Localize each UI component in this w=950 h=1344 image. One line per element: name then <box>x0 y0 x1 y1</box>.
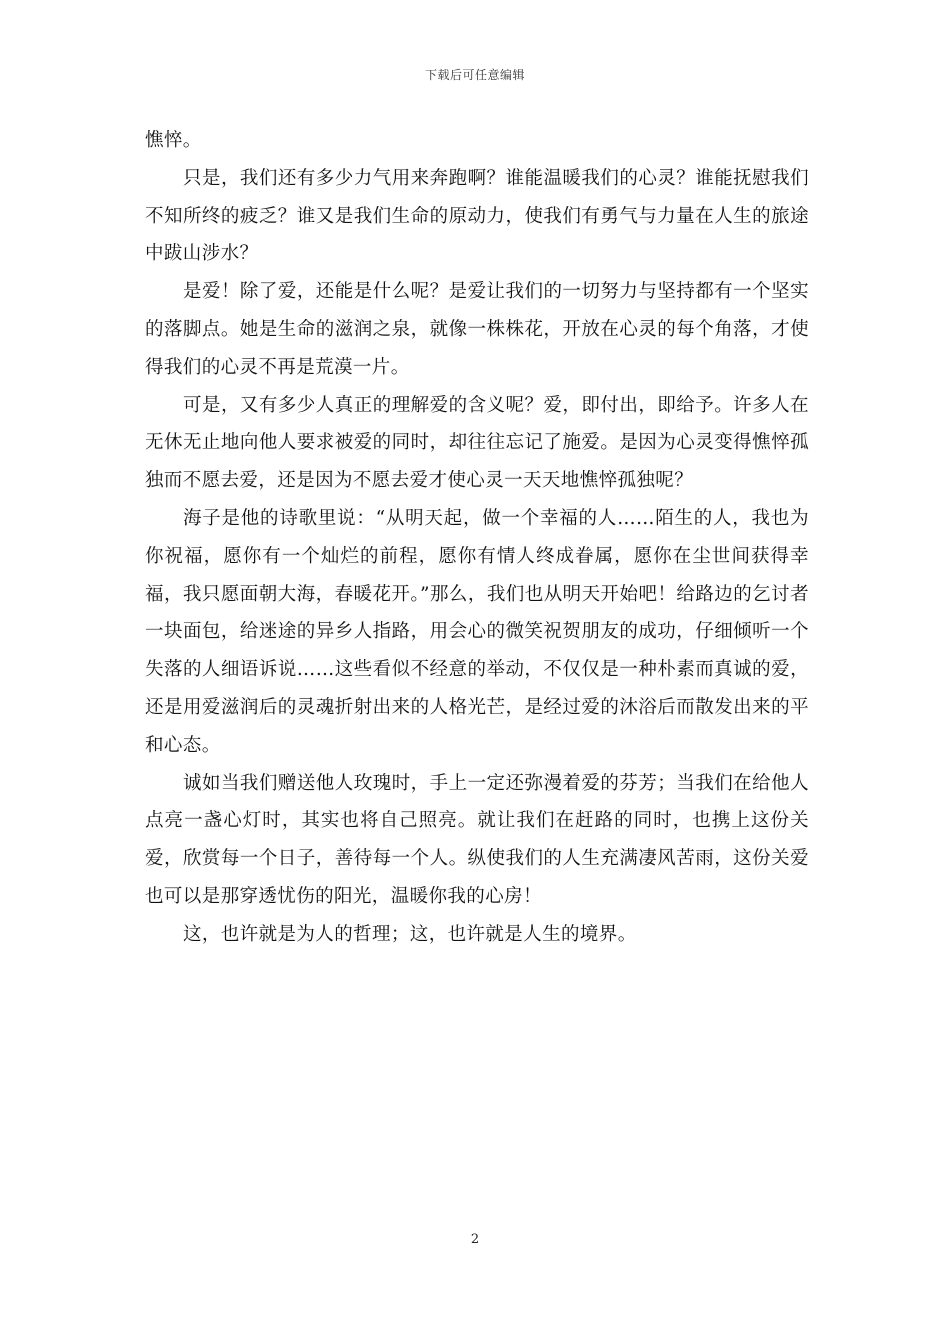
paragraph: 只是，我们还有多少力气用来奔跑啊？谁能温暖我们的心灵？谁能抚慰我们不知所终的疲乏？谁又是我们生命的原动力，使我们有勇气与力量在人生的旅途中跋山涉水？ <box>145 167 809 265</box>
paragraph: 海子是他的诗歌里说：“从明天起，做一个幸福的人……陌生的人，我也为你祝福，愿你有一个灿烂的前程，愿你有情人终成眷属，愿你在尘世间获得幸福，我只愿面朝大海，春暖花开。”那么，我们也从明天开始吧！给路边的乞讨者一块面包，给迷途的异乡人指路，用会心的微笑祝贺朋友的成功，仔细倾听一个失落的人细语诉说……这些看似不经意的举动，不仅仅是一种朴素而真诚的爱，还是用爱滋润后的灵魂折射出来的人格光芒，是经过爱的沐浴后而散发出来的平和心态。 <box>145 507 809 756</box>
paragraph: 可是，又有多少人真正的理解爱的含义呢？爱，即付出，即给予。许多人在无休无止地向他人要求被爱的同时，却往往忘记了施爱。是因为心灵变得憔悴孤独而不愿去爱，还是因为不愿去爱才使心灵一天天地憔悴孤独呢？ <box>145 394 809 492</box>
page-header: 下载后可任意编辑 <box>424 68 525 82</box>
paragraph: 这，也许就是为人的哲理；这，也许就是人生的境界。 <box>183 923 637 945</box>
paragraph: 是爱！除了爱，还能是什么呢？是爱让我们的一切努力与坚持都有一个坚实的落脚点。她是生命的滋润之泉，就像一株株花，开放在心灵的每个角落，才使得我们的心灵不再是荒漠一片。 <box>145 281 809 378</box>
paragraph: 诚如当我们赠送他人玫瑰时，手上一定还弥漫着爱的芬芳；当我们在给他人点亮一盏心灯时，其实也将自己照亮。就让我们在赶路的同时，也携上这份关爱，欣赏每一个日子，善待每一个人。纵使我们的人生充满凄风苦雨，这份关爱也可以是那穿透忧伤的阳光，温暖你我的心房！ <box>145 772 809 907</box>
paragraph-continuation: 憔悴。 <box>145 130 202 151</box>
document-body <box>145 122 809 954</box>
page-number: 2 <box>470 1232 480 1247</box>
